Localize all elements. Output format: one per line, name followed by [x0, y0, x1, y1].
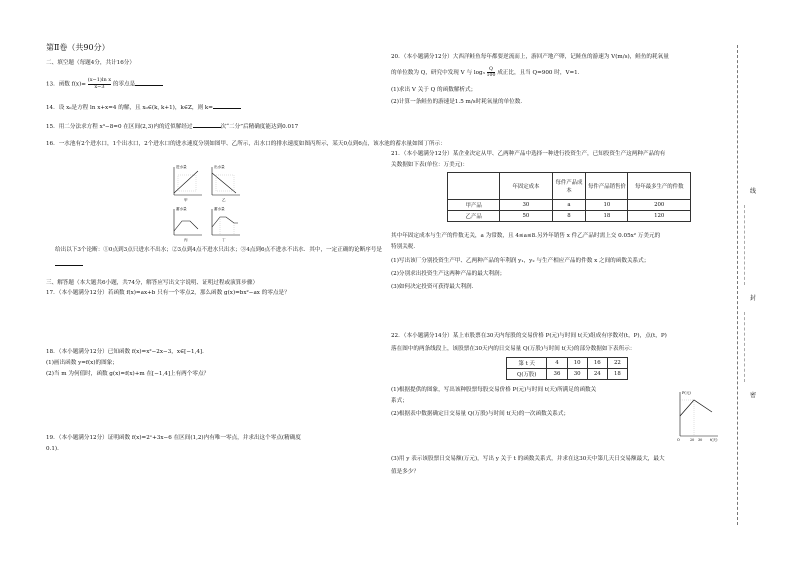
q19-line2: 0.1)． [46, 446, 63, 452]
svg-text:甲: 甲 [184, 198, 188, 202]
margin-mark-2: 封 [750, 295, 757, 302]
q21-part1: (1)写出该厂分别投资生产甲、乙两种产品的年利润 y₁，y₂ 与生产相应产品的件数 x 之间的函数关系式； [391, 258, 650, 264]
q18-part2: (2)当 m 为何值时，函数 g(x)=f(x)+m 在[−1,4]上有两个零点？ [46, 371, 210, 377]
q17: 17．（本小题满分12分）若函数 f(x)=ax+b 只有一个零点2，那么函数 g(x)=bx²−ax 的零点是？ [46, 290, 290, 296]
margin-mark-3: 密 [750, 392, 757, 399]
q15: 15．用二分法求方程 x³−8=0 在区间(2,3)内的近似解经过 次“二分”后精确度能达到0.017 [46, 124, 299, 130]
price-graph [672, 386, 722, 446]
svg-text:蓄水量: 蓄水量 [214, 207, 225, 211]
q16-line1: 16．一水池有2个进水口，1个出水口，2个进水口的进水速度分别如图甲、乙所示，出水口的排水速度如图丙所示，某天0点到6点，该水池的蓄水量如图丁所示： [46, 141, 446, 147]
q22-part1: (1)根据提供的图象，写出该种股票每股交易价格 P(元)与时间 t(天)所满足的函数关 [391, 387, 597, 393]
q18-part1: (1)画出函数 y=f(x)的图象； [46, 360, 118, 366]
svg-text:丙: 丙 [184, 238, 188, 242]
q22-part1b: 系式； [391, 398, 408, 404]
q21-part2: (2)分别求出投资生产这两种产品的最大利润； [391, 271, 506, 277]
q16-figures [168, 163, 278, 243]
answer-heading: 三、解答题（本大题共6小题，共74分，解答应写出文字说明、证明过程或演算步骤） [46, 280, 259, 286]
q21-part3: (3)如何决定投资可获得最大利润． [391, 284, 478, 290]
svg-text:20: 20 [690, 438, 695, 442]
svg-text:30: 30 [698, 438, 703, 442]
q22-part3: (3)用 y 表示该股票日交易额(万元)，写出 y 关于 t 的函数关系式，并求在这30天中第几天日交易额最大，最大 [391, 456, 665, 462]
svg-text:t(天): t(天) [710, 438, 718, 442]
svg-text:出水量: 出水量 [214, 165, 225, 169]
inflow-graph [174, 164, 202, 202]
q19-line1: 19．（本小题满分12分）证明函数 f(x)=2ˣ+3x−6 在区间(1,2)内有唯一零点，并求出这个零点(精确度 [46, 435, 301, 441]
q21-line3: 其中年固定成本与生产的件数无关，a 为常数，且 4≤a≤8.另外年销售 x 件乙产品时需上交 0.05x² 万美元的 [391, 233, 661, 239]
q18-line1: 18．（本小题满分12分）已知函数 f(x)=x²−2x−3，x∈[−1,4]． [46, 349, 208, 355]
q22-part3b: 值是多少？ [391, 469, 419, 475]
q21-line4: 特别关税． [391, 244, 419, 250]
q14: 14．设 x₀是方程 ln x+x=4 的解，且 x₀∈(k, k+1)，k∈Z，则 k= [46, 103, 241, 112]
svg-text:蓄水量: 蓄水量 [176, 207, 187, 211]
outflow-graph [212, 164, 240, 202]
fig1-label: 进水量 [176, 165, 187, 169]
svg-text:乙: 乙 [222, 198, 226, 202]
trade-table: 第 t 天 4 10 16 22 Q(万股) 36 30 24 18 [506, 357, 628, 380]
q16-line3: 给出以下3个论断：①0点到3点只进水不出水；②3点到4点不进水只出水；③4点到6点不进水不出水．其中，一定正确的论断序号是 [55, 247, 382, 253]
section-title: 第Ⅱ卷（共90分） [46, 43, 110, 52]
q22-line1: 22．（本小题满分14分）某上市股票在30天内每股的交易价格 P(元)与时间 t(天)组成有序数对(t，P)，点(t，P) [391, 333, 667, 339]
q22-part2: (2)根据表中数据确定日交易量 Q(万股)与时间 t(天)的一次函数关系式； [391, 411, 570, 417]
q21-line1: 21．（本小题满分12分）某企业决定从甲、乙两种产品中选择一种进行投资生产，已知投资生产这两种产品的有 [391, 151, 666, 157]
svg-text:O: O [677, 438, 680, 442]
storage-graph-b [212, 206, 240, 242]
svg-text:丁: 丁 [222, 238, 226, 242]
q21-line2: 关数据如下表(单位：万美元)： [391, 162, 469, 168]
q20-line2: 的单位数为 Q，研究中发现 V 与 log₃ $\frac{Q}{100}$ 成正比，且当 Q=900 时，V=1． [391, 67, 584, 78]
q16-line4 [55, 260, 83, 269]
fill-blank-heading: 二、填空题（每题4分，共计16分） [46, 60, 135, 66]
q20-part1: (1)求出 V 关于 Q 的函数解析式； [391, 87, 477, 93]
q20-line1: 20．（本小题满分12分）大西洋鲑鱼每年都要逆流而上，游回产地产卵，记鲑鱼的游速为 V(m/s)，鲑鱼的耗氧量 [391, 54, 669, 60]
q22-line2: 落在图中的两条线段上，该股票在30天内的日交易量 Q(万股)与时间 t(天)的部分数据如下表所示： [391, 346, 636, 352]
graph-ylabel: P(元) [682, 391, 691, 395]
storage-graph-a [174, 206, 202, 242]
product-table: 年固定成本 每件产品成本 每件产品销售价 每年最多生产的件数 甲产品 30 a 10 200 乙产品 50 8 18 120 [447, 172, 691, 222]
q13: 13．函数 f(x)= $\frac{\text{(x−1)ln x}}{x-3}$ 的零点是 [46, 78, 163, 90]
q20-part2: (2)计算一条鲑鱼的游速是1.5 m/s时耗氧量的单位数． [391, 99, 526, 105]
binding-line [737, 45, 738, 525]
margin-mark-1: 线 [750, 188, 757, 195]
